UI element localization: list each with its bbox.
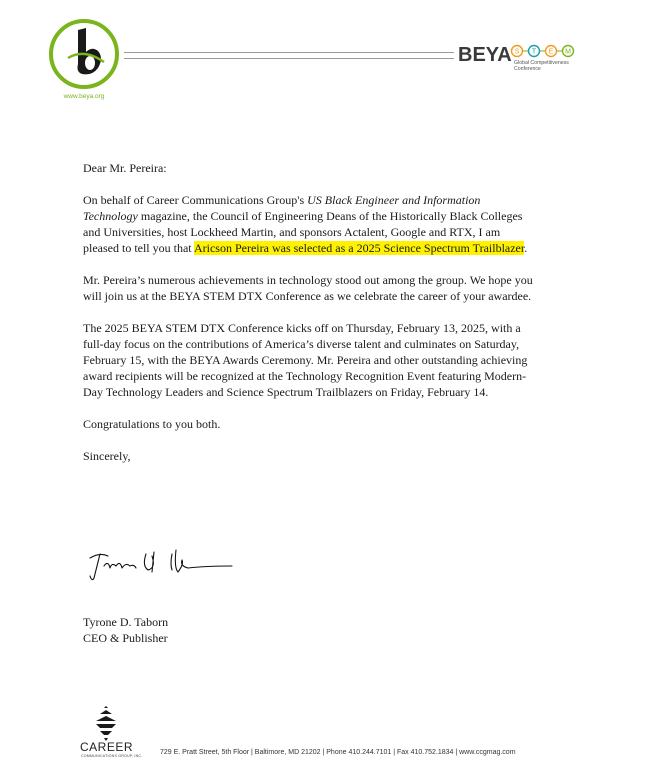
signer-title: CEO & Publisher (83, 631, 168, 645)
p1-end: . (524, 241, 528, 255)
stem-letter-t: T (531, 48, 537, 56)
signer-name: Tyrone D. Taborn (83, 615, 169, 629)
header-rule (124, 52, 454, 59)
signature-image (86, 546, 236, 582)
beya-subtitle-line2: Conference (514, 66, 541, 72)
highlighted-award: Aricson Pereira was selected as a 2025 Science Spectrum Trailblazer (193, 241, 525, 255)
stem-circles-icon (510, 44, 576, 58)
signer-block (83, 614, 168, 646)
career-logo-icon (82, 704, 130, 744)
stem-letter-m: M (565, 48, 571, 56)
paragraph-1 (83, 192, 533, 256)
logo-url: www.beya.org (63, 93, 105, 100)
beya-logo-icon (48, 18, 120, 90)
beya-subtitle (514, 60, 569, 72)
letter-body (83, 160, 533, 480)
stem-letter-e: E (548, 48, 554, 56)
paragraph-4: Congratulations to you both. (83, 417, 221, 431)
paragraph-2: Mr. Pereira’s numerous achievements in technology stood out among the group. We hope you will join us at the BEYA STEM DTX Conference as we celebrate the career of your awardee. (83, 273, 533, 303)
p1-text-a: On behalf of Career Communications Group's (83, 193, 308, 207)
stem-letter-s: S (514, 48, 520, 56)
p1-text-b: magazine, the Council of Engineering Deans of the Historically Black Colleges and Universities, host Lockheed Martin, and sponsors Actalent, Google and RTX, I am pleased to tell you that (83, 209, 523, 255)
magazine-title: US Black Engineer and Information Technology (83, 193, 481, 223)
career-wordmark: CAREER (80, 740, 134, 754)
paragraph-3: The 2025 BEYA STEM DTX Conference kicks off on Thursday, February 13, 2025, with a full-day focus on the contributions of America’s diverse talent and culminates on Saturday, February 15, with the BEYA Awards Ceremony. Mr. Pereira and other outstanding achieving award recipients will be recognized at the Technology Recognition Event featuring Modern-Day Technology Leaders and Science Spectrum Trailblazers on Friday, February 14. (83, 321, 528, 399)
beya-wordmark: BEYA (458, 44, 512, 66)
salutation: Dear Mr. Pereira: (83, 161, 167, 175)
beya-subtitle-line1: Global Competitiveness (514, 60, 569, 66)
footer-address: 729 E. Pratt Street, 5th Floor | Baltimore, MD 21202 | Phone 410.244.7101 | Fax 410.752.1834 | www.ccgmag.com (160, 749, 516, 756)
closing: Sincerely, (83, 449, 131, 463)
career-subtext: COMMUNICATIONS GROUP, INC. (81, 754, 143, 758)
